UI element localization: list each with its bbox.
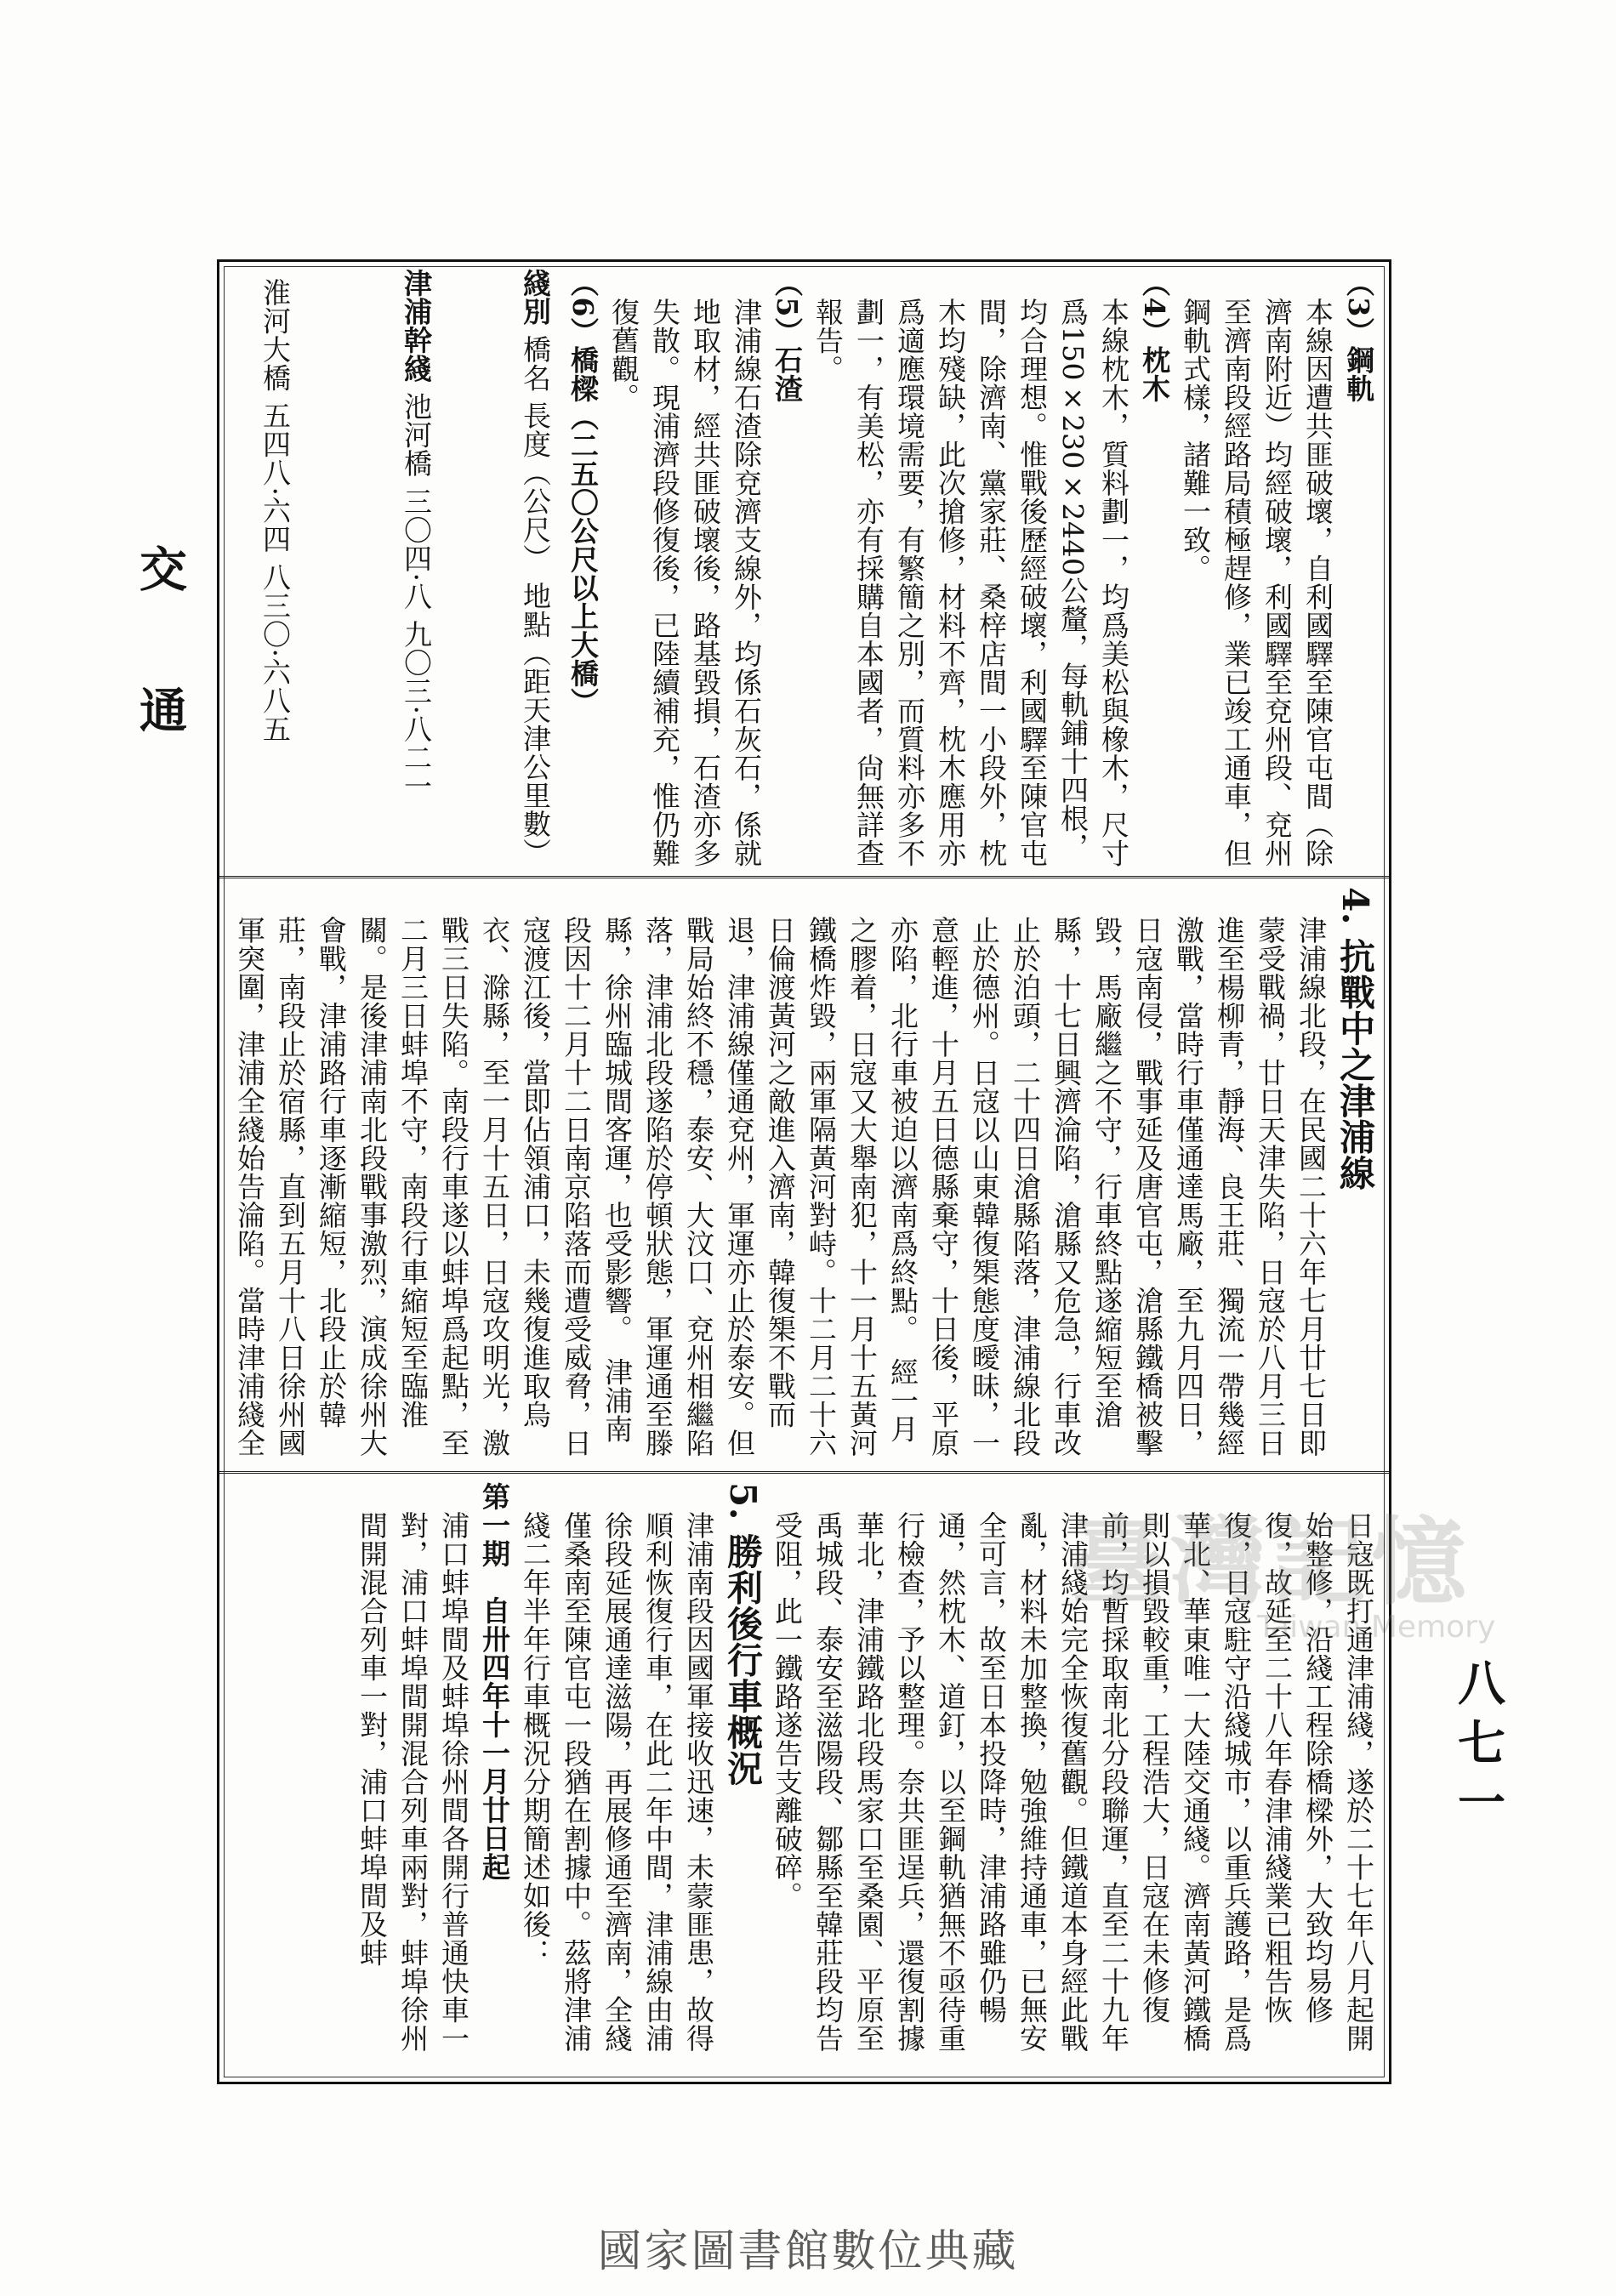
- table-cell: 八三〇·六八五: [259, 562, 292, 743]
- watermark-logo: 臺灣記憶: [1070, 1507, 1471, 1618]
- band-divider: [219, 876, 1389, 878]
- section-middle-band: [230, 887, 1379, 1461]
- band-divider: [219, 1471, 1389, 1474]
- subheading-sleepers: （4）枕木: [1138, 269, 1171, 403]
- table-cell: 九〇三·八二一: [400, 619, 433, 800]
- table-header-cell: 地點（距天津公里數）: [519, 582, 552, 867]
- running-head: 交通: [132, 544, 188, 827]
- table-cell: 池河橋: [400, 392, 433, 478]
- table-line-name: 津浦幹綫: [400, 269, 433, 383]
- paragraph-sleepers: 本線枕木，質料劃一，均爲美松與橡木，尺寸爲150×230×2440公釐，每軌鋪十四根，均合理想。惟戰後歷經破壞，利國驛至陳官屯間，除濟南、黨家莊、桑梓店間一小段外，枕木均殘缺，此次搶修，材料不齊，枕木應用亦爲適應環境需要，有繁簡之別，而質料亦多不劃一，有美松，亦有採購自本國者，尙無詳查報告。: [811, 298, 1130, 867]
- paragraph-period-one: 浦口蚌埠間及蚌埠徐州間各開行普通快車一對，浦口蚌埠間開混合列車兩對，蚌埠徐州間開混合列車一對，浦口蚌埠間及蚌: [356, 1511, 470, 2053]
- paragraph-wartime: 津浦線北段，在民國二十六年七月廿七日即蒙受戰禍，廿日天津失陷，日寇於八月三日進至楊柳青，靜海、良王莊、獨流一帶幾經激戰，當時行車僅通達馬廠，至九月四日，日寇南侵，戰事延及唐官屯，滄縣鐵橋被擊毀，馬廠繼之不守，行車終點遂縮短至滄縣，十七日興濟淪陷，滄縣又危急，行車改止於泊頭，二十四日滄縣陷落，津浦線北段止於德州。日寇以山東韓復榘態度曖昧，一意輕進，十月五日德縣棄守，十日後，平原亦陷，北行車被迫以濟南爲終點。 經一月之膠着，日寇又大舉南犯，十一月十五黃河鐵橋炸毀，兩軍隔黃河對峙。十二月二十六日倫渡黃河之敵進入濟南，韓復榘不戰而退，津浦線僅通兗州，軍運亦止於泰安。但戰局始終不穩，泰安、大汶口、兗州相繼陷落，津浦北段遂陷於停頓狀態，軍運通至滕縣，徐州臨城間客運，也受影響。 津浦南段因十二月十二日南京陷落而遭受威脅，日寇渡江後，當即佔領浦口，未幾復進取烏衣、滁縣，至一月十五日，日寇攻明光，激戰三日失陷。南段行車遂以蚌埠爲起點，至二月三日蚌埠不守，南段行車縮短至臨淮關。是後津浦南北段戰事激烈，演成徐州大會戰，津浦路行車逐漸縮短，北段止於韓莊，南段止於宿縣，直到五月十八日徐州國軍突圍，津浦全綫始告淪陷。當時津浦綫全: [233, 916, 1328, 1458]
- paragraph-ballast: 津浦線石渣除兗濟支線外，均係石灰石，係就地取材，經共匪破壞後，路基毀損，石渣亦多失散。現浦濟段修復後，已陸續補充，惟仍難復舊觀。: [607, 298, 763, 867]
- watermark-subtitle: Taiwan Memory: [1257, 1610, 1496, 1645]
- section-heading-wartime: 4. 抗戰中之津浦線: [1334, 887, 1376, 1191]
- paragraph-postwar: 津浦南段因國軍接收迅速，未蒙匪患，故得順利恢復行車，在此二年中間，津浦線由浦徐段延展通達滋陽，再展修通至濟南，全綫僅桑南至陳官屯一段猶在割據中。茲將津浦綫二年半年行車概況分期簡述如後：: [519, 1511, 715, 2053]
- table-header-cell: 橋名: [519, 335, 552, 392]
- table-cell: 三〇四·八: [400, 486, 433, 611]
- subheading-ballast: （5）石渣: [771, 269, 804, 403]
- section-heading-postwar: 5. 勝利後行車概況: [722, 1482, 764, 1787]
- section-top-band: [230, 269, 1379, 871]
- table-cell: 五四八·六四: [259, 401, 292, 554]
- page-number: 八七一: [1450, 1658, 1506, 1837]
- bridge-table: [230, 269, 555, 871]
- subheading-bridges: （6）橋樑（二五〇公尺以上大橋）: [566, 269, 600, 716]
- paragraph-occupation: 日寇既打通津浦綫，遂於二十七年八月起開始整修，沿綫工程除橋樑外，大致均易修復，故延至二十八年春津浦綫業已粗告恢復，日寇駐守沿綫城市，以重兵護路，是爲華北、華東唯一大陸交通綫。濟南黃河鐵橋則以損毀較重，工程浩大，日寇在未修復前，均暫採取南北分段聯運，直至二十九年津浦綫始完全恢復舊觀。但鐵道本身經此戰亂，材料未加整換，勉強維持通車，已無安全可言，故至日本投降時，津浦路雖仍暢通，然枕木、道釘，以至鋼軌猶無不亟待重行檢查，予以整理。奈共匪逞兵，還復割據華北，津浦鐵路北段馬家口至桑園、平原至禹城段、泰安至滋陽段、鄒縣至韓莊段均告受阻，此一鐵路遂告支離破碎。: [771, 1511, 1375, 2053]
- table-header-cell: 長度（公尺）: [519, 401, 552, 572]
- table-header: [436, 269, 555, 871]
- table-row: [230, 269, 317, 871]
- table-cell: 淮河大橋: [259, 278, 292, 392]
- paragraph-rails: 本線因遭共匪破壞，自利國驛至陳官屯間（除濟南附近）均經破壞，利國驛至兗州段、兗州至濟南段經路局積極趕修，業已竣工通車，但鋼軌式樣，諸難一致。: [1179, 298, 1334, 867]
- table-header-cell: 綫別: [519, 269, 552, 326]
- subheading-rails: （3）鋼軌: [1342, 269, 1375, 403]
- subheading-period-one: 第一期 自卅四年十一月廿日起: [478, 1482, 511, 1881]
- table-row: [317, 269, 436, 871]
- footer-attribution: 國家圖書館數位典藏: [597, 2226, 1019, 2277]
